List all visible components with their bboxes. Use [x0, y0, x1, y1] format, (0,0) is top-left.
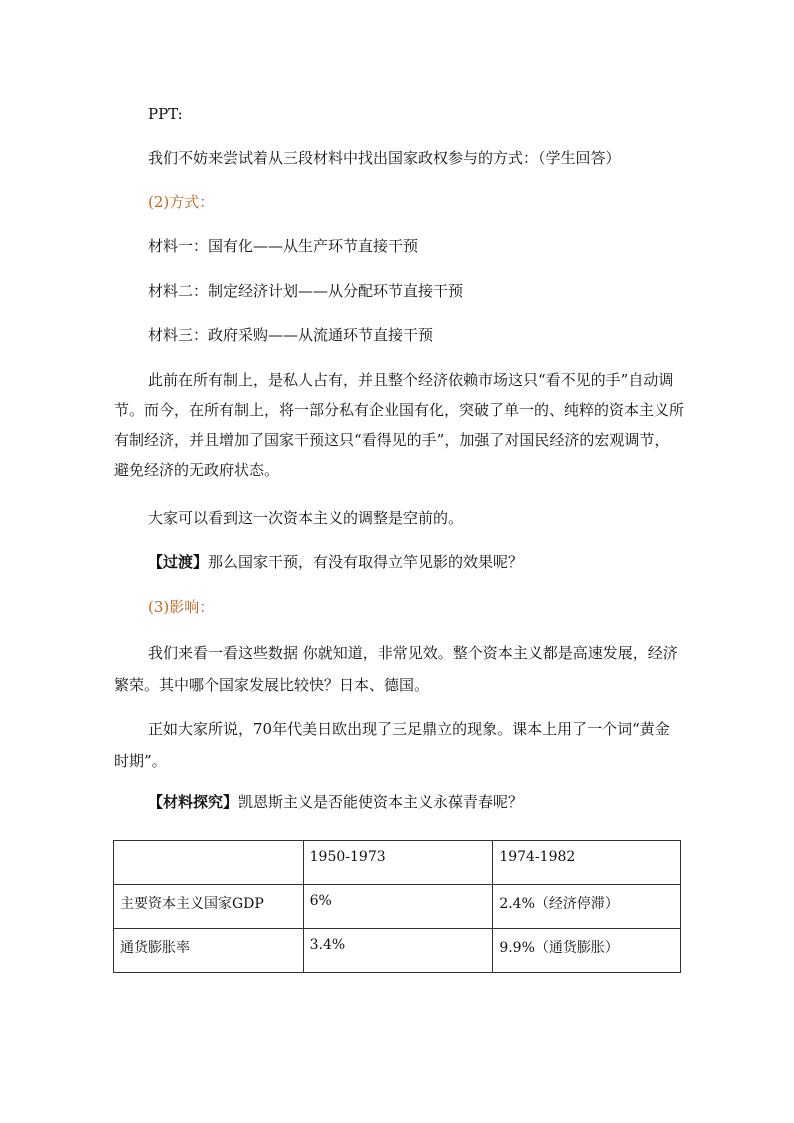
table-cell: 3.4% — [303, 929, 493, 973]
transition-line — [114, 548, 684, 577]
explore-line — [114, 788, 684, 817]
table-cell — [114, 841, 304, 885]
table-cell: 2.4%（经济停滞） — [493, 885, 681, 929]
paragraph-golden-age: 正如大家所说，70年代美日欧出现了三足鼎立的现象。课本上用了一个词“黄金时期”。 — [114, 720, 670, 770]
material-two: 材料二：制定经济计划——从分配环节直接干预 — [148, 282, 464, 300]
data-table — [113, 840, 681, 973]
table-row — [114, 885, 681, 929]
table-cell: 通货膨胀率 — [114, 929, 304, 973]
table-header-row — [114, 841, 681, 885]
explore-text: 凯恩斯主义是否能使资本主义永葆青春呢？ — [238, 793, 524, 811]
table-cell: 6% — [303, 885, 493, 929]
transition-tag: 【过渡】 — [148, 553, 209, 571]
table-cell: 1950-1973 — [303, 841, 493, 885]
explore-tag: 【材料探究】 — [148, 793, 239, 811]
paragraph-adjustment: 大家可以看到这一次资本主义的调整是空前的。 — [148, 509, 464, 527]
transition-text: 那么国家干预，有没有取得立竿见影的效果呢？ — [208, 553, 524, 571]
intro-line: 我们不妨来尝试着从三段材料中找出国家政权参与的方式：（学生回答） — [148, 149, 621, 167]
table-cell: 主要资本主义国家GDP — [114, 885, 304, 929]
table-row — [114, 929, 681, 973]
table-cell: 9.9%（通货膨胀） — [493, 929, 681, 973]
material-one: 材料一：国有化——从生产环节直接干预 — [148, 237, 419, 255]
paragraph-ownership: 此前在所有制上，是私人占有，并且整个经济依赖市场这只“看不见的手”自动调节。而今，在所有制上，将一部分私有企业国有化，突破了单一的、纯粹的资本主义所有制经济，并且增加了国家干预这只“看得见的手”，加强了对国民经济的宏观调节，避免经济的无政府状态。 — [114, 371, 685, 479]
impact-heading: (3)影响： — [148, 598, 215, 616]
table-cell: 1974-1982 — [493, 841, 681, 885]
material-three: 材料三：政府采购——从流通环节直接干预 — [148, 326, 434, 344]
method-heading: (2)方式： — [148, 193, 215, 211]
ppt-label: PPT: — [148, 105, 183, 123]
paragraph-data: 我们来看一看这些数据 你就知道，非常见效。整个资本主义都是高速发展，经济繁荣。其中哪个国家发展比较快？日本、德国。 — [114, 644, 678, 694]
